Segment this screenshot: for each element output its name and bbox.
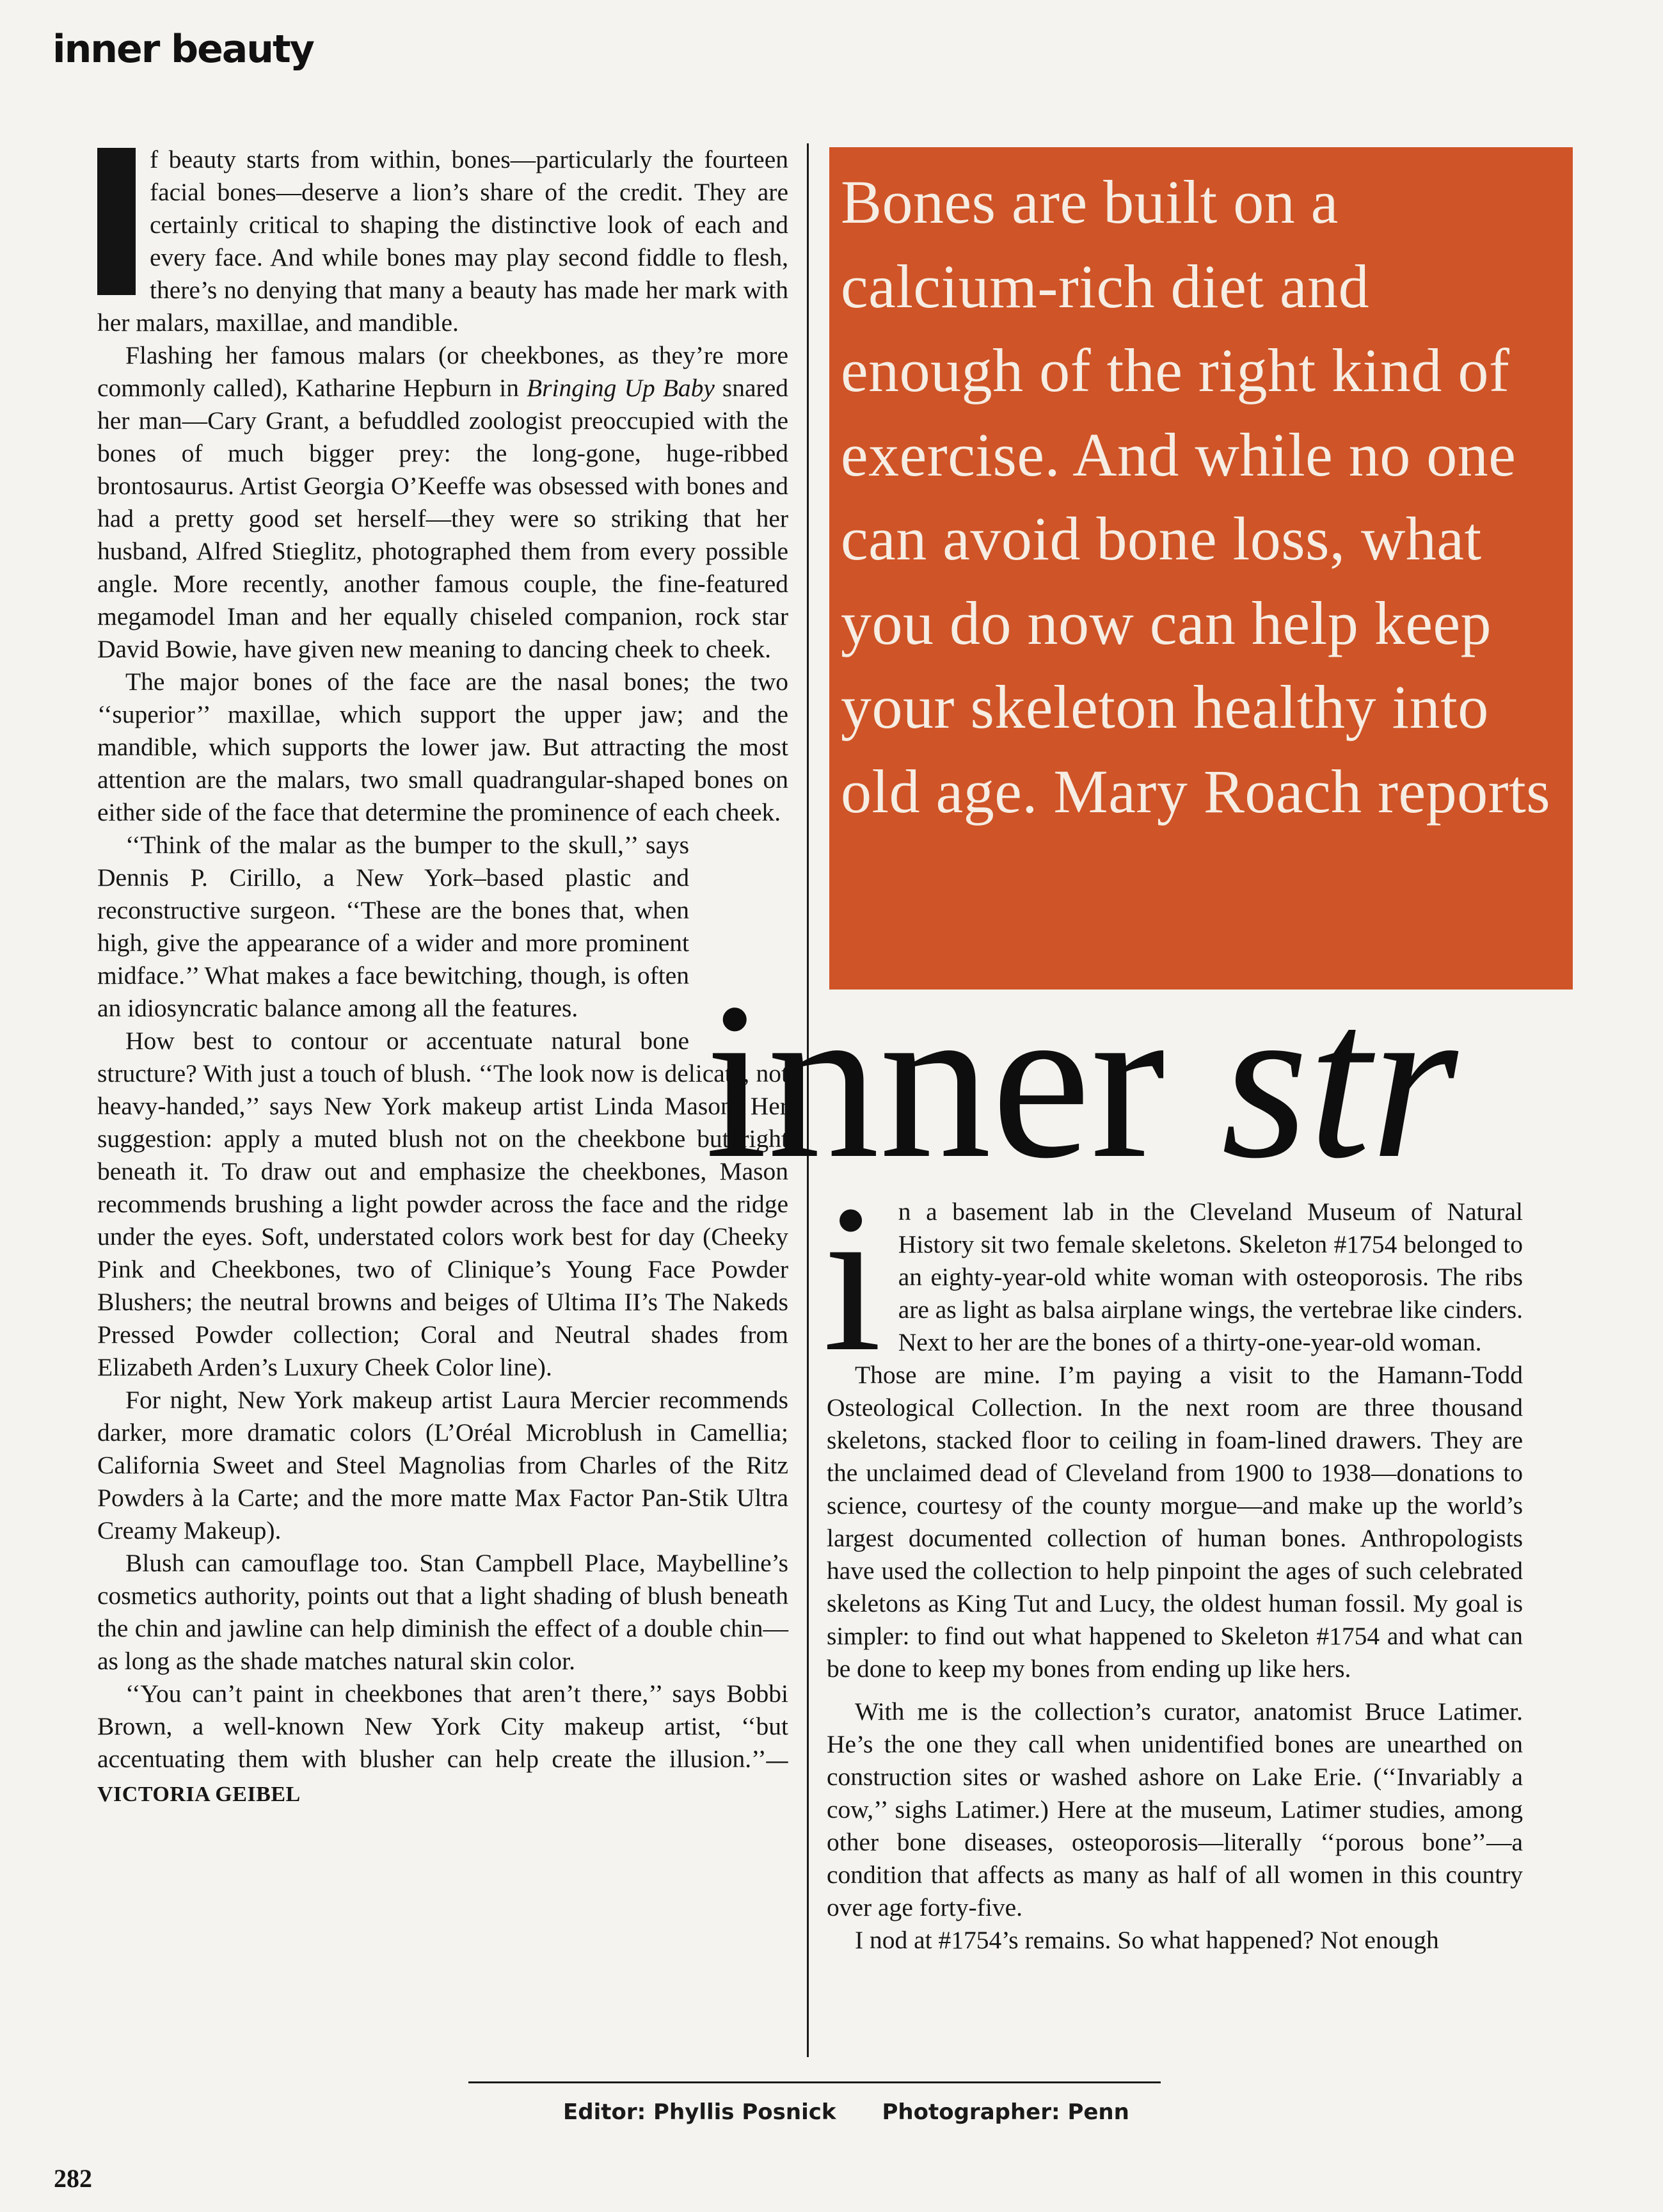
photographer-credit: Photographer: Penn (882, 2099, 1129, 2125)
byline-signature: —VICTORIA GEIBEL (97, 1749, 788, 1806)
headline-italic: str (1221, 956, 1458, 1205)
sidebar-paragraph-2 (97, 339, 788, 666)
headline-roman: inner (705, 956, 1221, 1205)
sidebar-paragraph-7: Blush can camouflage too. Stan Campbell Place, Maybelline’s cosmetics authority, points out that a light shading of blush beneath the chin and jawline can help diminish the effect of a double chin—as long as the shade matches natural skin color. (97, 1549, 788, 1675)
credits-rule (468, 2081, 1161, 2083)
section-kicker: inner beauty (52, 27, 314, 72)
sidebar-paragraph-4 (97, 829, 788, 1025)
credits-line (563, 2099, 1129, 2125)
drop-cap-I (97, 148, 136, 295)
sidebar-paragraph-3: The major bones of the face are the nasal bones; the two ‘‘superior’’ maxillae, which support the upper jaw; and the mandible, which supports the lower jaw. But attracting the most attention are the malars, two small quadrangular-shaped bones on either side of the face that determine the prominence of each cheek. (97, 668, 788, 826)
page-number: 282 (54, 2164, 92, 2193)
article-column (823, 1162, 1523, 1957)
callout-box: Bones are built on a calcium-rich diet and enough of the right kind of exercise. And while no one can avoid bone loss, what you do now can help keep your skeleton healthy into old age. Mary Roach reports (829, 147, 1573, 990)
sidebar-column (97, 143, 788, 1811)
sidebar-text-4: ‘‘Think of the malar as the bumper to the skull,’’ says Dennis P. Cirillo, a New York–based plastic and reconstructive surgeon. ‘‘These are the bones that, when high, give the appearance of a wider and more prominent midface.’’ What makes a face bewitching, though, is often an idiosyncratic balance among all the features. (97, 831, 689, 1022)
sidebar-paragraph-8 (97, 1678, 788, 1811)
sidebar-text-8: ‘‘You can’t paint in cheekbones that aren’t there,’’ says Bobbi Brown, a well-known New York City makeup artist, ‘‘but accentuating them with blusher can help create the illusion.’’ (97, 1679, 788, 1773)
sidebar-text-2b: snared her man—Cary Grant, a befuddled zoologist preoccupied with the bones of much bigger prey: the long-gone, huge-ribbed brontosaurus. Artist Georgia O’Keeffe was obsessed with bones and had a pretty good set herself—they were so striking that her husband, Alfred Stieglitz, photographed them from every possible angle. More recently, another famous couple, the fine-featured megamodel Iman and her equally chiseled companion, rock star David Bowie, have given new meaning to dancing cheek to cheek. (97, 374, 788, 663)
article-paragraph-4: I nod at #1754’s remains. So what happened? Not enough (855, 1926, 1439, 1954)
sidebar-paragraph-1 (97, 143, 788, 339)
drop-cap-i: i (823, 1162, 882, 1395)
article-text-1: n a basement lab in the Cleveland Museum of Natural History sit two female skeletons. Skeleton #1754 belonged to an eighty-year-old white woman with osteoporosis. The ribs are as light as balsa airplane wings, the vertebrae like cinders. Next to her are the bones of a thirty-one-year-old woman. (898, 1198, 1523, 1356)
article-paragraph-3: With me is the collection’s curator, anatomist Bruce Latimer. He’s the one they call when unidentified bones are unearthed on construction sites or washed ashore on Lake Erie. (‘‘Invariably a cow,’’ sighs Latimer.) Here at the museum, Latimer studies, among other bone diseases, osteoporosis—literally ‘‘porous bone’’—a condition that affects as many as half of all women in this country over age forty-five. (827, 1697, 1523, 1921)
sidebar-paragraph-5: How best to contour or accentuate natural bone structure? With just a touch of blush. ‘‘The look now is delicate, not heavy-handed,’’ says New York makeup artist Linda Mason. Her suggestion: apply a muted blush not on the cheekbone but right beneath it. To draw out and emphasize the cheekbones, Mason recommends brushing a light powder across the face and the ridge under the eyes. Soft, understated colors work best for day (Cheeky Pink and Cheekbones, two of Clinique’s Young Face Powder Blushers; the neutral browns and beiges of Ultima II’s The Nakeds Pressed Powder collection; Coral and Neutral shades from Elizabeth Arden’s Luxury Cheek Color line). (97, 1027, 788, 1381)
sidebar-text-2a: Flashing her famous malars (or cheekbones, as they’re more commonly called), Katharine Hepburn in (97, 341, 788, 402)
film-title: Bringing Up Baby (526, 374, 715, 402)
article-paragraph-2: Those are mine. I’m paying a visit to the Hamann-Todd Osteological Collection. In the next room are three thousand skeletons, stacked floor to ceiling in foam-lined drawers. They are the unclaimed dead of Cleveland from 1900 to 1938—donations to science, courtesy of the county morgue—and make up the world’s largest documented collection of human bones. Anthropologists have used the collection to help pinpoint the ages of such celebrated skeletons as King Tut and Lucy, the oldest human fossil. My goal is simpler: to find out what happened to Skeleton #1754 and what can be done to keep my bones from ending up like hers. (827, 1361, 1523, 1683)
article-paragraph-1 (823, 1162, 1523, 1395)
sidebar-text-1: f beauty starts from within, bones—particularly the fourteen facial bones—deserve a lion’s share of the credit. They are certainly critical to shaping the distinctive look of each and every face. And while bones may play second fiddle to flesh, there’s no denying that many a beauty has made her mark with her malars, maxillae, and mandible. (97, 145, 788, 337)
editor-credit: Editor: Phyllis Posnick (563, 2099, 836, 2125)
sidebar-paragraph-6: For night, New York makeup artist Laura Mercier recommends darker, more dramatic colors (L’Oréal Microblush in Camellia; California Sweet and Steel Magnolias from Charles of the Ritz Powders à la Carte; and the more matte Max Factor Pan-Stik Ultra Creamy Makeup). (97, 1386, 788, 1544)
